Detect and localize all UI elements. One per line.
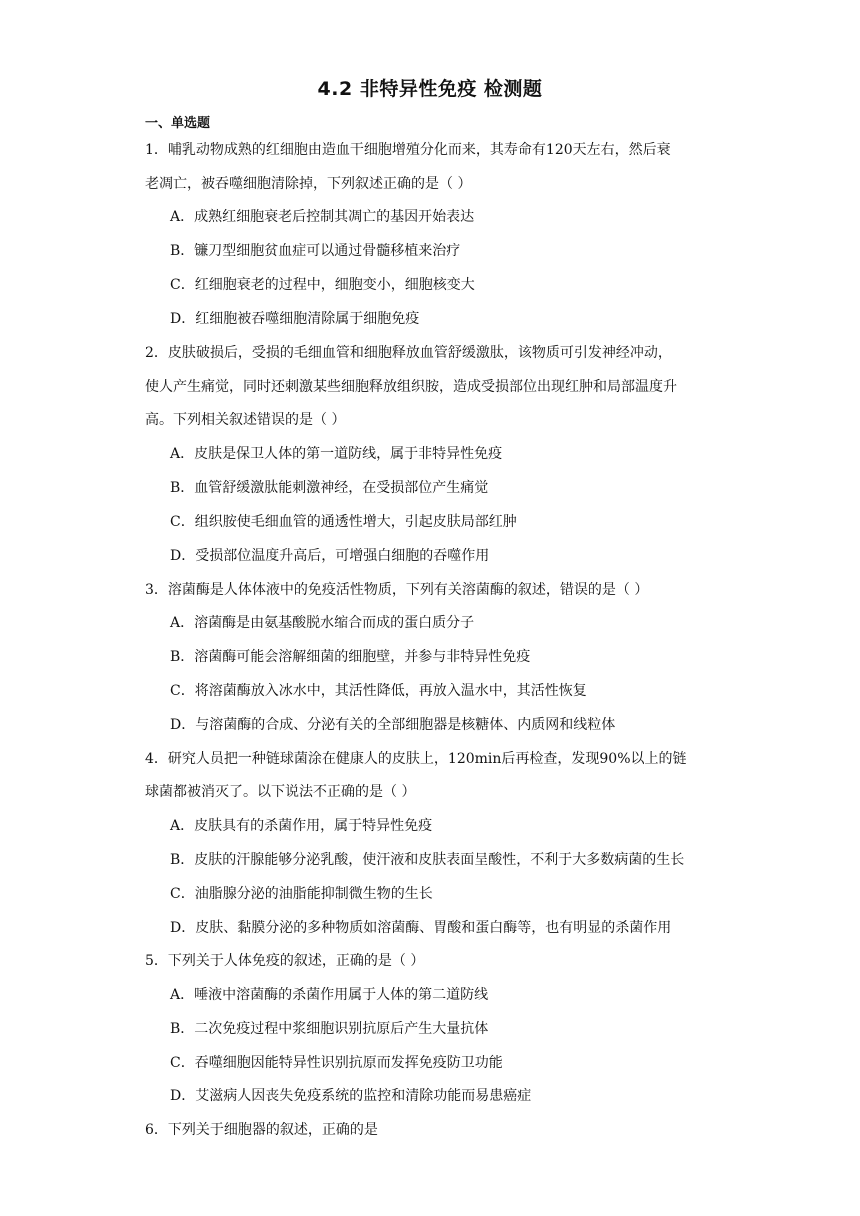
- question-1-stem-line-2: 老凋亡，被吞噬细胞清除掉，下列叙述正确的是（ ）: [145, 176, 472, 192]
- question-4-stem-line-1: 4．研究人员把一种链球菌涂在健康人的皮肤上，120min后再检查，发现90%以上的链: [145, 751, 687, 767]
- question-2-option-d: D．受损部位温度升高后，可增强白细胞的吞噬作用: [170, 548, 490, 564]
- question-3-option-d: D．与溶菌酶的合成、分泌有关的全部细胞器是核糖体、内质网和线粒体: [170, 717, 616, 733]
- question-1-stem-line-1: 1．哺乳动物成熟的红细胞由造血干细胞增殖分化而来，其寿命有120天左右，然后衰: [145, 142, 671, 158]
- question-4-stem-line-2: 球菌都被消灭了。以下说法不正确的是（ ）: [145, 784, 416, 800]
- question-1-option-c: C．红细胞衰老的过程中，细胞变小，细胞核变大: [170, 277, 475, 293]
- section-heading: 一、单选题: [145, 116, 211, 131]
- question-5-option-b: B．二次免疫过程中浆细胞识别抗原后产生大量抗体: [170, 1021, 489, 1037]
- question-5-option-a: A．唾液中溶菌酶的杀菌作用属于人体的第二道防线: [170, 987, 489, 1003]
- question-1-option-a: A．成熟红细胞衰老后控制其凋亡的基因开始表达: [170, 209, 475, 225]
- question-2-option-c: C．组织胺使毛细血管的通透性增大，引起皮肤局部红肿: [170, 514, 517, 530]
- question-2-option-b: B．血管舒缓激肽能刺激神经，在受损部位产生痛觉: [170, 480, 489, 496]
- question-2-stem-line-2: 使人产生痛觉，同时还刺激某些细胞释放组织胺，造成受损部位出现红肿和局部温度升: [145, 379, 677, 395]
- question-4-option-d: D．皮肤、黏膜分泌的多种物质如溶菌酶、胃酸和蛋白酶等，也有明显的杀菌作用: [170, 920, 672, 936]
- question-3-option-b: B．溶菌酶可能会溶解细菌的细胞壁，并参与非特异性免疫: [170, 649, 531, 665]
- question-2-stem-line-3: 高。下列相关叙述错误的是（ ）: [145, 412, 346, 428]
- question-1-option-d: D．红细胞被吞噬细胞清除属于细胞免疫: [170, 311, 420, 327]
- question-1-option-b: B．镰刀型细胞贫血症可以通过骨髓移植来治疗: [170, 243, 461, 259]
- question-2-option-a: A．皮肤是保卫人体的第一道防线，属于非特异性免疫: [170, 446, 503, 462]
- question-5-stem-line-1: 5．下列关于人体免疫的叙述，正确的是（ ）: [145, 953, 425, 969]
- question-6-stem-line-1: 6．下列关于细胞器的叙述，正确的是: [145, 1122, 378, 1138]
- question-3-option-c: C．将溶菌酶放入冰水中，其活性降低，再放入温水中，其活性恢复: [170, 683, 587, 699]
- question-4-option-c: C．油脂腺分泌的油脂能抑制微生物的生长: [170, 886, 433, 902]
- question-2-stem-line-1: 2．皮肤破损后，受损的毛细血管和细胞释放血管舒缓激肽，该物质可引发神经冲动，: [145, 345, 672, 361]
- page-title: 4.2 非特异性免疫 检测题: [317, 78, 543, 100]
- question-4-option-a: A．皮肤具有的杀菌作用，属于特异性免疫: [170, 818, 433, 834]
- question-4-option-b: B．皮肤的汗腺能够分泌乳酸，使汗液和皮肤表面呈酸性，不利于大多数病菌的生长: [170, 852, 685, 868]
- question-3-stem-line-1: 3．溶菌酶是人体体液中的免疫活性物质，下列有关溶菌酶的叙述，错误的是（ ）: [145, 582, 649, 598]
- question-3-option-a: A．溶菌酶是由氨基酸脱水缩合而成的蛋白质分子: [170, 615, 475, 631]
- question-5-option-d: D．艾滋病人因丧失免疫系统的监控和清除功能而易患癌症: [170, 1088, 532, 1104]
- question-5-option-c: C．吞噬细胞因能特异性识别抗原而发挥免疫防卫功能: [170, 1055, 503, 1071]
